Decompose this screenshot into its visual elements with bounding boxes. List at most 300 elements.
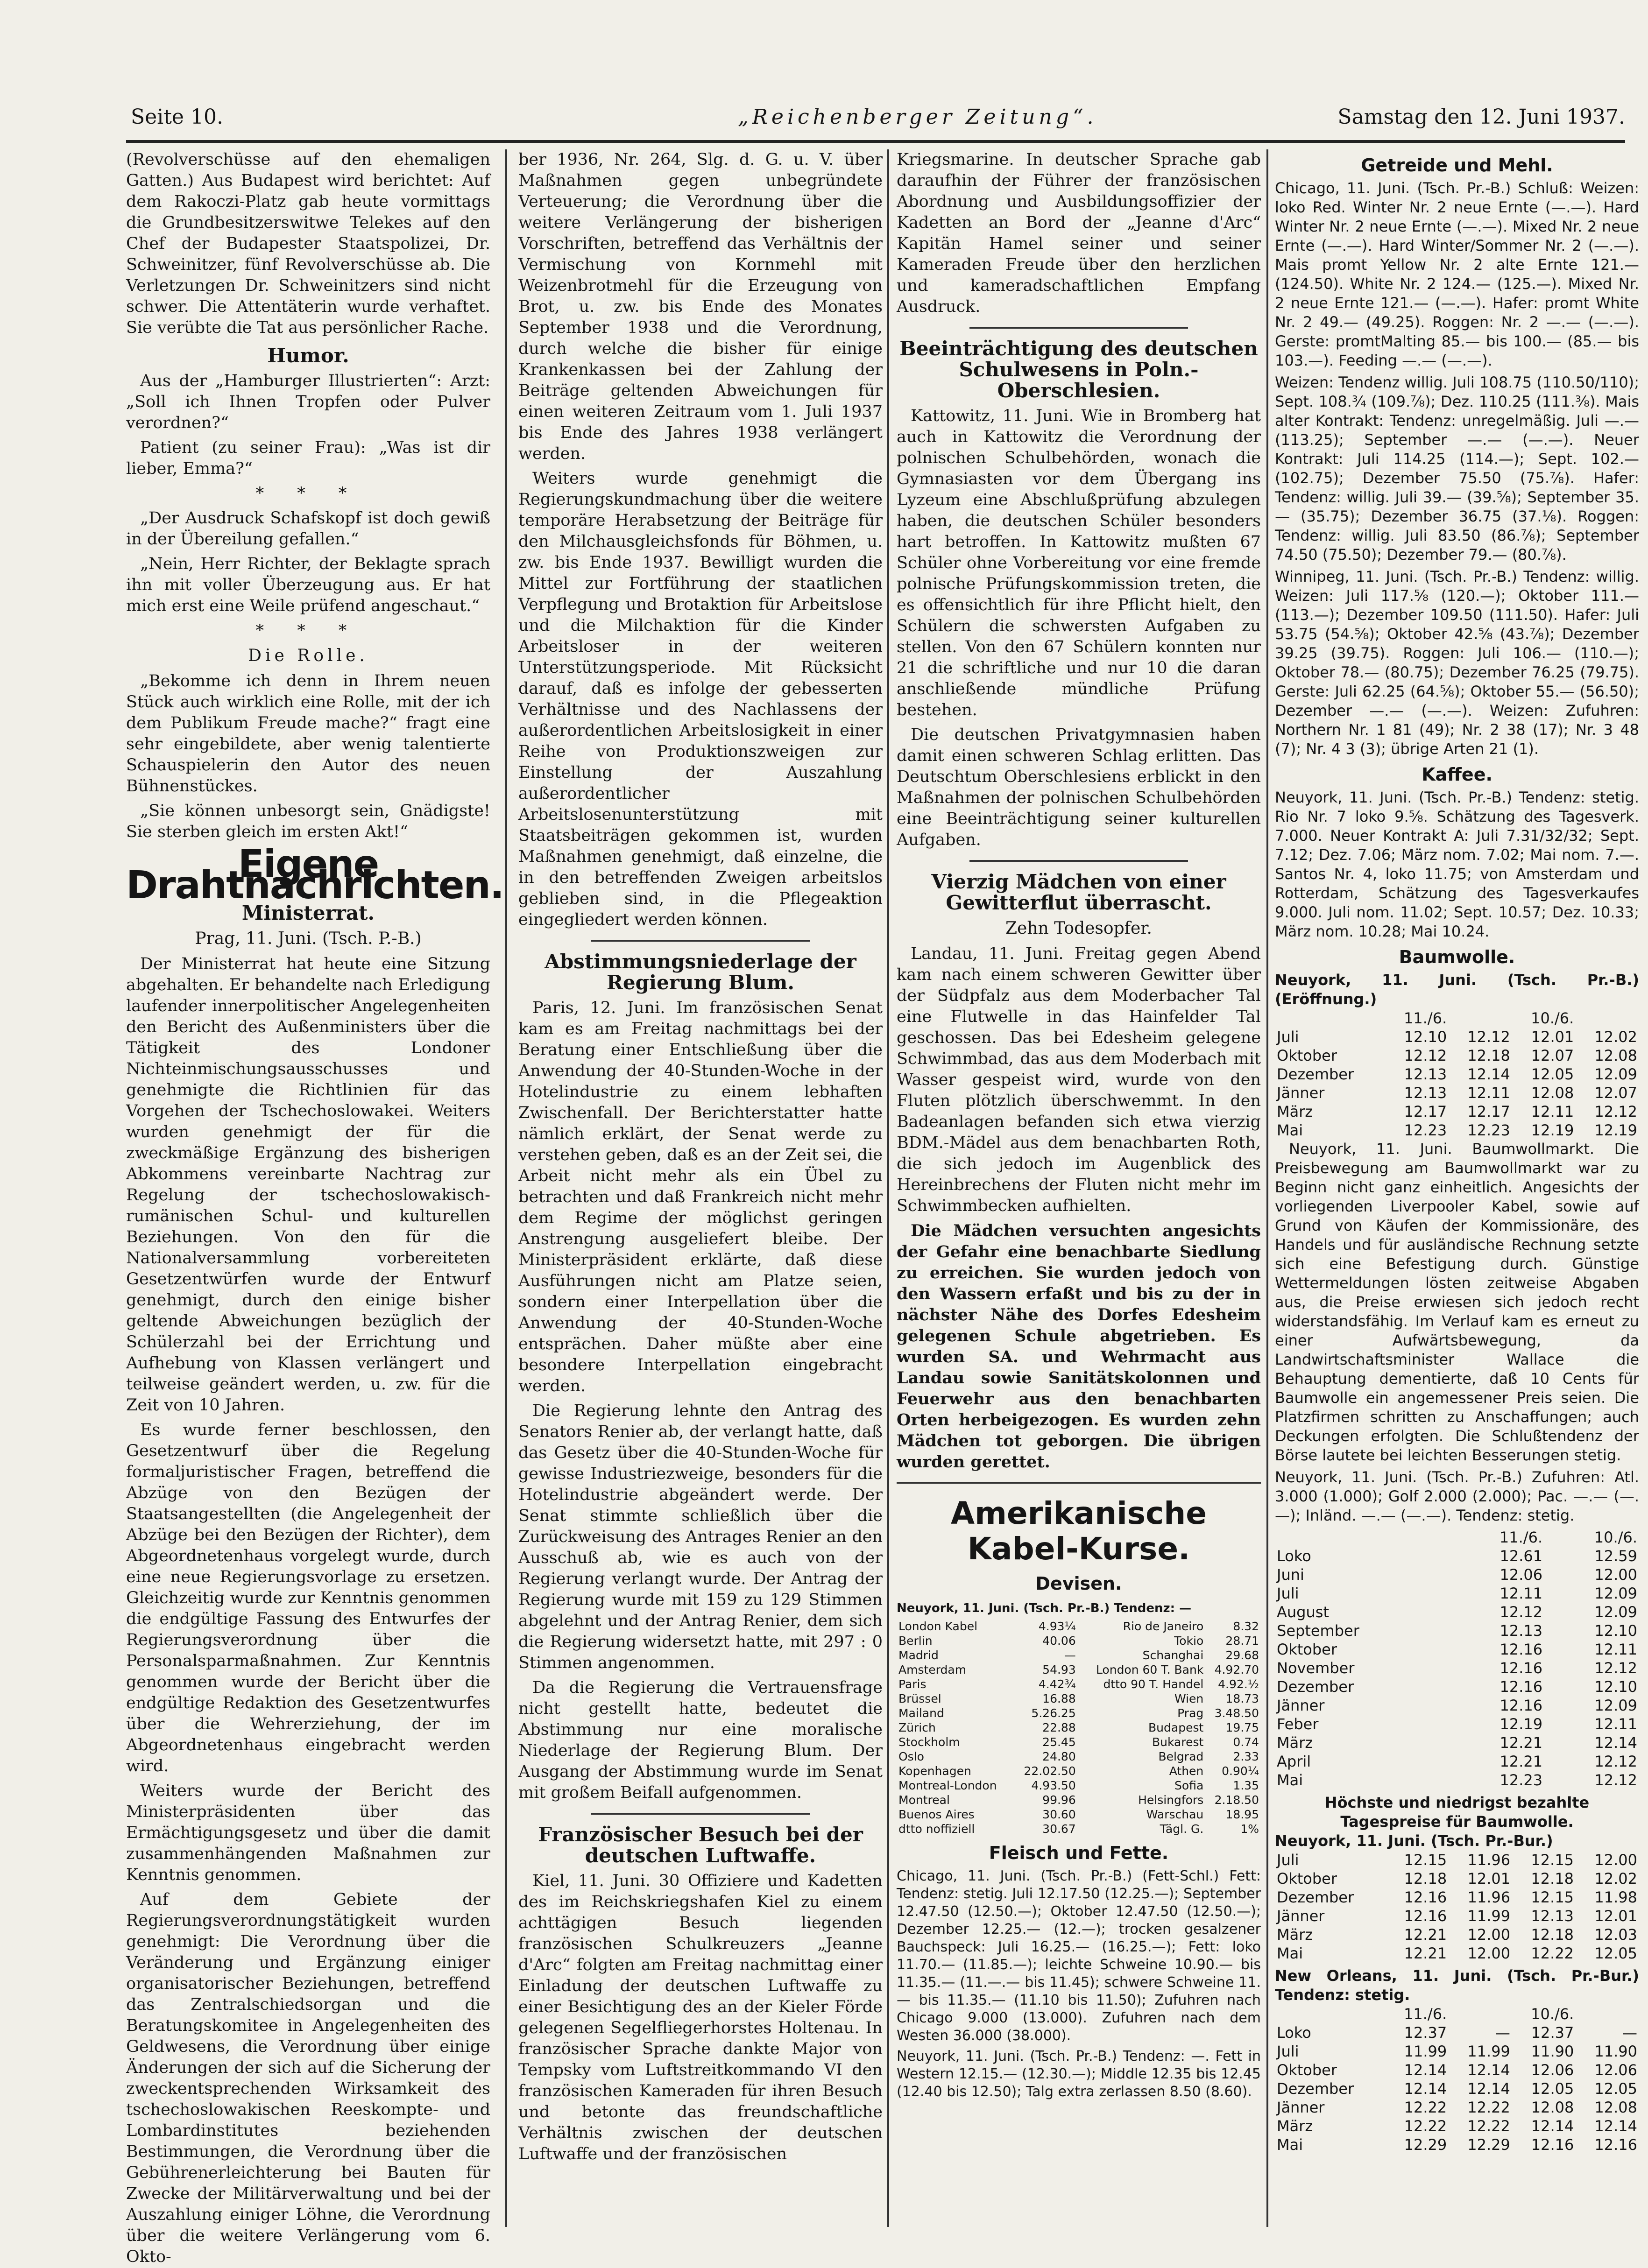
table-cell: Oslo	[898, 1750, 924, 1763]
table-cell: 12.22	[1467, 2117, 1510, 2135]
table-cell: November	[1277, 1659, 1355, 1677]
table-cell: 12.12	[1594, 1659, 1637, 1677]
market-report: Chicago, 11. Juni. (Tsch. Pr.-B.) Schluß: Weizen: loko Red. Winter Nr. 2 neue Ernte (—.—). Hard Winter Nr. 2 neue Ernte (—.—). Mixed Nr. 2 neue Ernte (—.—). Hard Winter/Sommer Nr. 2 (—.—). Mais promt Yellow Nr. 2 alte Ernte 121.— (124.50). White Nr. 2 124.— (125.—). Mixed Nr. 2 neue Ernte 121.— (—.—). Hafer: promt White Nr. 2 49.— (49.25). Roggen: Nr. 2 —.— (—.—). Gerste: promtMalting 85.— bis 100.— (85.— bis 103.—). Feeding —.— (—.—).	[1275, 179, 1639, 369]
table-cell: 12.12	[1594, 1103, 1637, 1120]
table-row	[897, 1735, 1261, 1749]
joke-text: „Nein, Herr Richter, der Beklagte sprach ihn mit voller Überzeugung aus. Er hat mich erst eine Weile prüfend angeschaut.“	[126, 555, 490, 615]
table-header-row	[1275, 2005, 1639, 2023]
table-row	[1275, 2098, 1639, 2117]
column-header: 10./6.	[1594, 1528, 1637, 1546]
article-headline: Französischer Besuch bei der deutschen Luftwaffe.	[538, 1823, 863, 1867]
market-report: Chicago, 11. Juni. (Tsch. Pr.-B.) (Fett-Schl.) Fett: Tendenz: stetig. Juli 12.17.50 (12.25.—); September 12.47.50 (12.50.—); Oktober 12.47.50 (12.50.—); Dezember 12.25.— (12.—); trocken gesalzener Bauchspeck: Juli 16.25.— (16.25.—); Fett: loko 11.70.— (11.85.—); leichte Schweine 10.90.— bis 11.35.— (11.—.— bis 11.45); schwere Schweine 11.— bis 11.35.— (11.10 bis 11.50); Zufuhren nach Chicago 9.000 (13.000). Zufuhren nach dem Westen 36.000 (38.000).	[897, 1868, 1261, 2044]
table-cell: 12.16	[1499, 1697, 1543, 1714]
table-cell: 12.00	[1467, 1944, 1511, 1962]
column-3	[897, 149, 1261, 2227]
table-cell: 12.22	[1404, 2117, 1447, 2135]
separator-stars: * * *	[255, 484, 361, 503]
table-cell: Oktober	[1277, 2061, 1337, 2079]
table-cell: 12.12	[1499, 1603, 1543, 1621]
column-divider	[887, 149, 889, 2227]
table-cell: 12.16	[1499, 1678, 1543, 1696]
table-row	[1275, 1869, 1639, 1888]
column-header	[1576, 1009, 1639, 1028]
table-cell: Budapest	[1148, 1721, 1204, 1734]
table-row	[897, 1822, 1261, 1836]
market-report: Winnipeg, 11. Juni. (Tsch. Pr.-B.) Tendenz: willig. Weizen: Juli 117.⅝ (120.—); Oktober 111.— (113.—); Dezember 109.50 (111.50). Hafer: Juli 53.75 (54.⅝); Oktober 42.⅝ (43.⅞); Dezember 39.25 (39.75). Roggen: Juli 106.— (110.—); Oktober 78.— (80.75); Dezember 76.25 (79.75). Gerste: Juli 62.25 (64.⅝); Oktober 55.— (56.50); Dezember —.— (—.—). Weizen: Zufuhren: Northern Nr. 1 81 (49); Nr. 2 38 (17); Nr. 3 48 (7); Nr. 4 3 (3); übrige Arten 21 (1).	[1275, 568, 1639, 758]
table-row	[1275, 1621, 1639, 1640]
table-row	[1275, 1696, 1639, 1715]
table-row	[1275, 1771, 1639, 1789]
table-cell: 12.01	[1594, 1907, 1637, 1925]
table-row	[1275, 2061, 1639, 2079]
table-cell: April	[1277, 1753, 1311, 1770]
table-cell: 29.68	[1225, 1648, 1259, 1662]
table-cell: 30.67	[1042, 1822, 1076, 1836]
table-cell: Amsterdam	[898, 1663, 967, 1676]
table-row	[1275, 1065, 1639, 1084]
table-row	[1275, 1752, 1639, 1771]
table-row	[897, 1720, 1261, 1735]
article-headline: Beeinträchtigung des deutschen Schulwesens in Poln.-Oberschlesien.	[899, 337, 1258, 402]
table-cell: 12.11	[1594, 1715, 1637, 1733]
article-text: Kiel, 11. Juni. 30 Offiziere und Kadetten des im Reichskriegshafen Kiel zu einem achttägigen Besuch liegenden französischen Schulkreuzers „Jeanne d'Arc“ folgten am Freitag nachmittag einer Einladung der deutschen Luftwaffe zu einer Besichtigung des an der Kieler Förde gelegenen Segelfliegerhorstes Holtenau. In französischer Sprache dankte Major von Tempsky vom Luftstreitkommando VI den französischen Kameraden für ihren Besuch und betonte das freundschaftliche Verhältnis zwischen der deutschen Luftwaffe und der französischen	[518, 1872, 883, 2163]
column-header	[1275, 2005, 1385, 2023]
table-row	[1275, 1121, 1639, 1140]
table-cell: 30.60	[1042, 1808, 1076, 1821]
table-header-row	[1275, 1528, 1639, 1547]
table-cell: Dezember	[1277, 2080, 1354, 2098]
devisen-table	[897, 1619, 1261, 1836]
dateline: Prag, 11. Juni. (Tsch. P.-B.)	[195, 929, 422, 948]
table-cell: 12.15	[1531, 1888, 1574, 1906]
table-cell: Mailand	[898, 1706, 944, 1720]
table-cell: Montreal-London	[898, 1779, 997, 1792]
table-cell: Loko	[1277, 1547, 1311, 1565]
table-cell: 12.11	[1594, 1641, 1637, 1658]
table-cell: 12.09	[1594, 1603, 1637, 1621]
table-cell: 2.33	[1233, 1750, 1259, 1763]
table-cell: 12.16	[1404, 1907, 1447, 1925]
table-cell: 5.26.25	[1031, 1706, 1076, 1720]
table-cell: Berlin	[898, 1634, 933, 1648]
table-cell: 12.03	[1594, 1926, 1637, 1944]
table-cell: 12.29	[1404, 2136, 1447, 2154]
divider	[591, 940, 810, 942]
table-cell: 12.16	[1531, 2136, 1574, 2154]
table-cell: 12.06	[1499, 1566, 1543, 1584]
table-cell: 12.12	[1467, 1028, 1510, 1046]
table-row	[1275, 1584, 1639, 1603]
table-cell: 12.00	[1594, 1851, 1637, 1869]
column-header: 11./6.	[1404, 1009, 1447, 1027]
table-cell: 12.14	[1594, 2117, 1637, 2135]
article-text: Die deutschen Privatgymnasien haben damit einen schweren Schlag erlitten. Das Deutschtum Oberschlesiens erblickt in den Maßnahmen der polnischen Schulbehörden eine Beeinträchtigung seiner kulturellen Aufgaben.	[897, 725, 1261, 849]
table-cell: Jänner	[1277, 2099, 1325, 2116]
table-cell: dtto 90 T. Handel	[1103, 1677, 1204, 1691]
column-1	[126, 149, 503, 2266]
table-cell: 12.18	[1531, 1926, 1574, 1944]
section-title-baumwolle: Baumwolle.	[1399, 947, 1515, 967]
table-row	[1275, 2135, 1639, 2154]
article-headline: Vierzig Mädchen von einer Gewitterflut überrascht.	[931, 870, 1226, 914]
table-cell: Buenos Aires	[898, 1808, 975, 1821]
subheadline: Zehn Todesopfer.	[1005, 919, 1152, 938]
table-row	[1275, 1102, 1639, 1121]
table-cell: Oktober	[1277, 1641, 1337, 1658]
page-number: Seite 10.	[131, 105, 223, 129]
table-cell: 12.01	[1531, 1028, 1574, 1046]
table-cell: 1.35	[1233, 1779, 1259, 1792]
table-cell: 12.12	[1594, 1771, 1637, 1789]
table-cell: 99.96	[1042, 1793, 1076, 1807]
table-caption: Neuyork, 11. Juni. (Tsch. Pr.-Bur.)	[1275, 1832, 1553, 1850]
divider	[969, 860, 1188, 862]
table-cell: 12.09	[1594, 1585, 1637, 1602]
table-cell: 4.92.½	[1218, 1677, 1259, 1691]
table-cell: 12.14	[1467, 2061, 1510, 2079]
table-cell: 12.17	[1467, 1103, 1510, 1120]
table-row	[1275, 1659, 1639, 1677]
table-cell: 12.02	[1594, 1870, 1637, 1888]
table-cell: 12.19	[1499, 1715, 1543, 1733]
column-header: 10./6.	[1531, 2005, 1574, 2023]
table-cell: Jänner	[1277, 1907, 1325, 1925]
column-header: 11./6.	[1404, 2005, 1447, 2023]
table-cell: Tokio	[1174, 1634, 1204, 1648]
new-orleans-table	[1275, 2005, 1639, 2154]
table-cell: 12.61	[1499, 1547, 1543, 1565]
table-cell: 12.08	[1531, 1084, 1574, 1102]
article-text: Auf dem Gebiete der Regierungsverordnungstätigkeit wurden genehmigt: Die Verordnung über die Veränderung und Ergänzung einiger organisatorischer Beziehungen, betreffend das Zentralschiedsorgan und die Beratungskomitee in Angelegenheiten des Geldwesens, die Verordnung über einige Änderungen der sich auf die Sicherung der zweckentsprechenden Wirksamkeit des tschechoslowakischen Reeskompte- und Lombardinstitutes beziehenden Bestimmungen, die Verordnung über die Gebührenerleichterung bei Bauten für Zwecke der Militärverwaltung und bei der Auszahlung einiger Löhne, die Verordnung über die weitere Verlängerung vom 6. Okto-	[126, 1890, 490, 2266]
header-rule	[126, 140, 1625, 143]
article-text: Landau, 11. Juni. Freitag gegen Abend kam nach einem schweren Gewitter über der Südpfalz aus dem Moderbacher Tal eine Flutwelle in das Hainfelder Tal geschossen. Das bei Edesheim gelegene Schwimmbad, das aus dem Moderbach mit Wasser gespeist wird, wurde von den Fluten plötzlich überschwemmt. In den Badeanlagen befanden sich etwa vierzig BDM.-Mädel aus dem benachbarten Roth, die sich jedoch im Augenblick des Hereinbrechens der Fluten nicht mehr im Schwimmbecken aufhielten.	[897, 944, 1261, 1215]
table-cell: 12.13	[1531, 1907, 1574, 1925]
table-cell: Loko	[1277, 2024, 1311, 2042]
table-cell: 0.74	[1233, 1735, 1259, 1749]
table-cell: 11.96	[1467, 1851, 1511, 1869]
table-cell: —	[1064, 1648, 1076, 1662]
table-row	[1275, 2079, 1639, 2098]
table-cell: 12.16	[1594, 2136, 1637, 2154]
table-cell: Helsingfors	[1138, 1793, 1204, 1807]
table-cell: 18.95	[1225, 1808, 1259, 1821]
market-report: Neuyork, 11. Juni. (Tsch. Pr.-B.) Tendenz: stetig. Rio Nr. 7 loko 9.⅝. Schätzung des Tagesverk. 7.000. Neuer Kontrakt A: Juli 7.31/32/32; Sept. 7.12; Dez. 7.06; März nom. 7.02; Mai nom. 7.—. Santos Nr. 4, loko 11.75; von Amsterdam und Rotterdam, Schätzung des Tagesverkaufes 9.000. Juli nom. 11.02; Sept. 10.57; Dez. 10.33; März nom. 10.28; Mai 10.24.	[1275, 789, 1639, 940]
article-text: Kattowitz, 11. Juni. Wie in Bromberg hat auch in Kattowitz die Verordnung der polnischen Schulbehörden, wonach die Gymnasiasten vor dem Übergang ins Lyzeum eine Abschlußprüfung abzulegen haben, die deutschen Schüler besonders hart betroffen. In Kattowitz mußten 67 Schüler ohne Vorbereitung vor eine fremde polnische Prüfungskommission treten, die es offensichtlich für ihre Pflicht hielt, den Schülern die schwersten Aufgaben zu stellen. Von den 67 Schülern konnten nur 21 die schriftliche und nur 10 die daran anschließende mündliche Prüfung bestehen.	[897, 407, 1261, 719]
table-cell: 12.14	[1404, 2080, 1447, 2098]
table-cell: Jänner	[1277, 1697, 1325, 1714]
section-title-fleisch: Fleisch und Fette.	[989, 1843, 1169, 1863]
table-cell: 12.07	[1594, 1084, 1637, 1102]
table-cell: 18.73	[1225, 1692, 1259, 1705]
table-row	[1275, 1603, 1639, 1621]
table-cell: 12.18	[1531, 1870, 1574, 1888]
table-row	[1275, 1028, 1639, 1046]
article-text: Die Mädchen versuchten angesichts der Gefahr eine benachbarte Siedlung zu erreichen. Sie wurden jedoch von den Wassern erfaßt und bis zu der in nächster Nähe des Dorfes Edesheim gelegenen Schule abgetrieben. Es wurden SA. und Wehrmacht aus Landau sowie Sanitätskolonnen und Feuerwehr aus den benachbarten Orten herbeigezogen. Es wurden zehn Mädchen tot geborgen. Die übrigen wurden gerettet.	[897, 1221, 1261, 1472]
table-cell: —	[1495, 2024, 1510, 2042]
table-cell: 12.59	[1594, 1547, 1637, 1565]
table-row	[1275, 2023, 1639, 2042]
table-cell: 12.14	[1467, 1065, 1510, 1083]
table-cell: 12.11	[1531, 1103, 1574, 1120]
table-cell: 11.96	[1467, 1888, 1511, 1906]
masthead: „Reichenberger Zeitung“.	[738, 105, 1097, 129]
table-cell: 24.80	[1042, 1750, 1076, 1763]
issue-date: Samstag den 12. Juni 1937.	[1337, 105, 1625, 129]
table-row	[1275, 1046, 1639, 1065]
table-cell: —	[1622, 2024, 1637, 2042]
table-cell: 12.21	[1499, 1753, 1543, 1770]
table-cell: Kopenhagen	[898, 1764, 971, 1778]
divider	[969, 327, 1188, 329]
table-row	[1275, 1944, 1639, 1963]
table-cell: 12.05	[1594, 2080, 1637, 2098]
table-cell: 11.90	[1594, 2043, 1637, 2060]
column-divider	[505, 149, 507, 2227]
joke-text: „Sie können unbesorgt sein, Gnädigste! Sie sterben gleich im ersten Akt!“	[126, 802, 490, 841]
joke-text: „Bekomme ich denn in Ihrem neuen Stück auch wirklich eine Rolle, mit der ich dem Publikum Freude mache?“ fragt eine sehr eingebildete, aber wenig talentierte Schauspielerin den Autor des neuen Bühnenstückes.	[126, 672, 490, 796]
table-caption: Höchste und niedrigst bezahlte Tagespreise für Baumwolle.	[1324, 1794, 1590, 1831]
table-cell: 3.48.50	[1214, 1706, 1259, 1720]
table-cell: 12.16	[1499, 1641, 1543, 1658]
table-cell: 25.45	[1042, 1735, 1076, 1749]
table-row	[897, 1793, 1261, 1807]
table-cell: Feber	[1277, 1715, 1319, 1733]
article-text: Paris, 12. Juni. Im französischen Senat kam es am Freitag nachmittags bei der Beratung einer Entschließung über die Anwendung der 40-Stunden-Woche in der Hotelindustrie zu einem lebhaften Zwischenfall. Der Berichterstatter hatte nämlich erklärt, der Senat werde zu verstehen geben, daß es an der Zeit sei, die Arbeit nicht mehr als ein Übel zu betrachten und daß Frankreich nicht mehr dem Regime der möglichst geringen Anstrengung ausgeliefert bleibe. Der Ministerpräsident erklärte, daß diese Ausführungen nicht am Platze seien, sondern einer Interpellation über die Anwendung der 40-Stunden-Woche entsprächen. Daher müßte aber eine besondere Interpellation eingebracht werden.	[518, 999, 883, 1395]
table-cell: London Kabel	[898, 1620, 978, 1633]
table-cell: März	[1277, 1103, 1313, 1120]
table-cell: 12.13	[1499, 1622, 1543, 1640]
table-cell: 1%	[1240, 1822, 1259, 1836]
table-cell: 12.10	[1594, 1622, 1637, 1640]
column-header	[1275, 1528, 1450, 1547]
table-cell: 11.99	[1467, 1907, 1511, 1925]
joke-text: Patient (zu seiner Frau): „Was ist dir lieber, Emma?“	[126, 438, 490, 478]
table-cell: 12.05	[1531, 1065, 1574, 1083]
table-cell: 12.37	[1404, 2024, 1447, 2042]
table-cell: Wien	[1174, 1692, 1204, 1705]
table-cell: Belgrad	[1158, 1750, 1204, 1763]
table-cell: 2.18.50	[1214, 1793, 1259, 1807]
table-row	[1275, 1565, 1639, 1584]
table-cell: Warschau	[1146, 1808, 1204, 1821]
table-cell: 12.08	[1594, 1047, 1637, 1064]
column-header	[1576, 2005, 1639, 2023]
table-cell: 12.00	[1467, 1926, 1511, 1944]
table-cell: Juli	[1277, 2043, 1299, 2060]
joke-title: Die Rolle.	[248, 646, 368, 665]
table-row	[1275, 1851, 1639, 1869]
table-cell: 12.15	[1404, 1851, 1447, 1869]
table-cell: 12.01	[1467, 1870, 1511, 1888]
section-title-humor: Humor.	[267, 344, 349, 367]
table-cell: 12.06	[1531, 2061, 1574, 2079]
table-row	[1275, 1888, 1639, 1907]
table-cell: 12.37	[1531, 2024, 1574, 2042]
table-cell: dtto noffiziell	[898, 1822, 975, 1836]
table-cell: 12.08	[1594, 2099, 1637, 2116]
table-cell: 4.93¼	[1038, 1620, 1076, 1633]
table-cell: 12.12	[1404, 1047, 1447, 1064]
table-row	[1275, 1084, 1639, 1102]
baumwolle-hoechst-table	[1275, 1851, 1639, 1963]
table-row	[1275, 1715, 1639, 1733]
table-cell: 12.13	[1404, 1084, 1447, 1102]
table-cell: Mai	[1277, 1944, 1303, 1962]
table-row	[897, 1691, 1261, 1706]
table-cell: 12.14	[1531, 2117, 1574, 2135]
table-caption: Neuyork, 11. Juni. (Tsch. Pr.-B.) (Eröffnung.)	[1275, 971, 1639, 1008]
table-row	[897, 1677, 1261, 1691]
table-row	[897, 1778, 1261, 1793]
table-cell: 12.06	[1594, 2061, 1637, 2079]
table-cell: 12.22	[1404, 2099, 1447, 2116]
table-cell: Brüssel	[898, 1692, 941, 1705]
table-cell: Schanghai	[1142, 1648, 1204, 1662]
table-cell: 12.14	[1594, 1734, 1637, 1752]
article-text: (Revolverschüsse auf den ehemaligen Gatten.) Aus Budapest wird berichtet: Auf dem Rakoczi-Platz gab heute vormittags die Grundbesitzerswitwe Telekes auf den Chef der Budapester Staatspolizei, Dr. Schweinitzer, fünf Revolverschüsse ab. Die Verletzungen Dr. Schweinitzers sind nicht schwer. Die Attentäterin wurde verhaftet. Sie verübte die Tat aus persönlicher Rache.	[126, 150, 490, 337]
table-cell: 54.93	[1042, 1663, 1076, 1676]
column-header	[1449, 2005, 1512, 2023]
market-report: Neuyork, 11. Juni. (Tsch. Pr.-B.) Tendenz: —. Fett in Western 12.15.— (12.30.—); Middle 12.35 bis 12.45 (12.40 bis 12.50); Talg extra zerlassen 8.50 (8.60).	[897, 2048, 1261, 2100]
devisen-header: Neuyork, 11. Juni. (Tsch. Pr.-B.) Tendenz: —	[897, 1601, 1192, 1615]
table-cell: 12.12	[1594, 1753, 1637, 1770]
table-cell: 4.93.50	[1031, 1779, 1076, 1792]
table-cell: 12.21	[1499, 1734, 1543, 1752]
table-cell: März	[1277, 2117, 1313, 2135]
table-cell: 28.71	[1225, 1634, 1259, 1648]
table-cell: Paris	[898, 1677, 927, 1691]
section-title-devisen: Devisen.	[1035, 1573, 1122, 1594]
table-cell: 12.16	[1499, 1659, 1543, 1677]
table-row	[897, 1662, 1261, 1677]
table-cell: 12.23	[1467, 1121, 1510, 1139]
table-cell: 12.10	[1594, 1678, 1637, 1696]
table-cell: September	[1277, 1622, 1359, 1640]
table-cell: 12.18	[1404, 1870, 1447, 1888]
article-headline: Ministerrat.	[241, 902, 375, 924]
table-cell: 12.10	[1404, 1028, 1447, 1046]
table-cell: 11.98	[1594, 1888, 1637, 1906]
column-header	[1449, 1009, 1512, 1028]
table-cell: 11.99	[1404, 2043, 1447, 2060]
article-text: Da die Regierung die Vertrauensfrage nicht gestellt hatte, bedeutet die Abstimmung nur eine moralische Niederlage der Regierung Blum. Der Ausgang der Abstimmung wurde im Senat mit großem Beifall aufgenommen.	[518, 1678, 883, 1802]
table-cell: Mai	[1277, 1121, 1303, 1139]
divider	[591, 1813, 810, 1815]
article-text: Es wurde ferner beschlossen, den Gesetzentwurf über die Regelung formaljuristischer Fragen, betreffend die Abzüge von den Bezügen der Staatsangestellten (die Angelegenheit der Abzüge bei den Bezügen der Richter), dem Abgeordnetenhaus vorgelegt wurde, durch eine neue Regierungsvorlage zu ersetzen. Gleichzeitig wurde zur Kenntnis genommen die endgültige Fassung des Entwurfes der Regierungsverordnung über die Personalsparmaßnahmen. Zur Kenntnis genommen wurde der Bericht über die endgültige Redaktion des Gesetzentwurfes über die Wehrerziehung, der im Abgeordnetenhaus eingebracht werden wird.	[126, 1421, 490, 1775]
table-cell: 12.29	[1467, 2136, 1510, 2154]
table-cell: 19.75	[1225, 1721, 1259, 1734]
table-cell: Dezember	[1277, 1678, 1354, 1696]
market-report: Neuyork, 11. Juni. (Tsch. Pr.-B.) Zufuhren: Atl. 3.000 (1.000); Golf 2.000 (2.000); Pac. —.— (—.—); Inländ. —.— (—.—). Tendenz: stetig.	[1275, 1468, 1639, 1524]
table-cell: Tägl. G.	[1160, 1822, 1204, 1836]
table-cell: 22.88	[1042, 1721, 1076, 1734]
table-cell: 12.18	[1467, 1047, 1510, 1064]
divider	[897, 1482, 1261, 1484]
table-cell: 0.90¼	[1222, 1764, 1259, 1778]
table-cell: Dezember	[1277, 1065, 1354, 1083]
table-cell: Mai	[1277, 2136, 1303, 2154]
table-cell: Oktober	[1277, 1870, 1337, 1888]
table-cell: 12.14	[1467, 2080, 1510, 2098]
table-row	[897, 1807, 1261, 1822]
table-cell: 12.23	[1499, 1771, 1543, 1789]
table-cell: 12.08	[1531, 2099, 1574, 2116]
table-cell: 11.99	[1467, 2043, 1510, 2060]
table-row	[1275, 2117, 1639, 2135]
table-cell: 12.17	[1404, 1103, 1447, 1120]
table-cell: Juli	[1277, 1028, 1299, 1046]
table-row	[897, 1764, 1261, 1778]
table-cell: Jänner	[1277, 1084, 1325, 1102]
column-2	[518, 149, 883, 2227]
table-cell: Madrid	[898, 1648, 939, 1662]
table-cell: 12.02	[1594, 1028, 1637, 1046]
table-cell: 12.22	[1531, 1944, 1574, 1962]
table-cell: 12.22	[1467, 2099, 1510, 2116]
table-row	[897, 1619, 1261, 1634]
table-cell: Rio de Janeiro	[1123, 1620, 1204, 1633]
table-cell: 12.05	[1531, 2080, 1574, 2098]
table-cell: 12.00	[1594, 1566, 1637, 1584]
table-cell: 12.21	[1404, 1944, 1447, 1962]
table-row	[897, 1749, 1261, 1764]
column-header: 11./6.	[1499, 1528, 1543, 1546]
article-headline: Abstimmungsniederlage der Regierung Blum.	[545, 950, 856, 994]
table-row	[1275, 1640, 1639, 1659]
table-cell: 4.92.70	[1214, 1663, 1259, 1676]
market-report: Weizen: Tendenz willig. Juli 108.75 (110.50/110); Sept. 108.¾ (109.⅞); Dez. 110.25 (111.⅜). Mais alter Kontrakt: Tendenz: unregelmäßig. Juli —.— (113.25); September —.— (—.—). Neuer Kontrakt: Juli 114.25 (114.—); Sept. 102.— (102.75); Dezember 75.50 (75.⅞). Hafer: Tendenz: willig. Juli 39.— (39.⅝); September 35.— (35.75); Dezember 36.75 (37.⅛). Roggen: Tendenz: willig. Juli 83.50 (86.⅞); September 74.50 (75.50); Dezember 79.— (80.⅞).	[1275, 373, 1639, 563]
baumwolle-eroeffnung-table	[1275, 1009, 1639, 1140]
table-cell: 40.06	[1042, 1634, 1076, 1648]
table-cell: Prag	[1177, 1706, 1204, 1720]
table-row	[1275, 1547, 1639, 1565]
table-cell: Juli	[1277, 1851, 1299, 1869]
table-cell: 12.19	[1531, 1121, 1574, 1139]
baumwolle-schluss-table	[1275, 1528, 1639, 1789]
table-cell: 12.09	[1594, 1697, 1637, 1714]
article-text: ber 1936, Nr. 264, Slg. d. G. u. V. über Maßnahmen gegen unbegründete Verteuerung; die Verordnung über die weitere Verlängerung der bisherigen Vorschriften, betreffend das Verhältnis der Vermischung von Kornmehl mit Weizenbrotmehl für die Erzeugung von Brot, u. zw. bis Ende des Monates September 1938 und die Verordnung, durch welche die bisher für einige Krankenkassen bei der Zahlung der Beiträge geltenden Abweichungen für einen weiteren Zeitraum vom 1. Juli 1937 bis Ende des Jahres 1938 verlängert werden.	[518, 150, 883, 463]
table-cell: Juni	[1277, 1566, 1304, 1584]
table-cell: 11.90	[1531, 2043, 1574, 2060]
page-header	[131, 105, 1625, 142]
column-header	[1275, 1009, 1385, 1028]
table-row	[1275, 2042, 1639, 2061]
table-cell: Mai	[1277, 1771, 1303, 1789]
section-title-kabelkurse: Amerikanische Kabel-Kurse.	[951, 1495, 1207, 1567]
separator-stars: * * *	[255, 621, 361, 640]
table-cell: März	[1277, 1926, 1313, 1944]
table-row	[1275, 1925, 1639, 1944]
column-divider	[1266, 149, 1268, 2227]
article-text: Weiters wurde der Bericht des Ministerpräsidenten über das Ermächtigungsgesetz und über die damit zusammenhängenden Maßnahmen zur Kenntnis genommen.	[126, 1782, 490, 1884]
table-cell: August	[1277, 1603, 1329, 1621]
table-cell: Athen	[1169, 1764, 1204, 1778]
article-text: Weiters wurde genehmigt die Regierungskundmachung über die weitere temporäre Herabsetzung der Beiträge für den Milchausgleichsfonds für Böhmen, u. zw. bis Ende 1937. Bewilligt wurden die Mittel zur Fortführung der staatlichen Verpflegung und Brotaktion für Arbeitslose und die Milchaktion für die Kinder Arbeitsloser in der weiteren Unterstützungsperiode. Mit Rücksicht darauf, daß es infolge der gebesserten Verhältnisse und des Nachlassens der außerordentlichen Arbeitslosigkeit in einer Reihe von Produktionszweigen zur Einstellung der Auszahlung außerordentlicher Arbeitslosenunterstützung mit Staatsbeiträgen gekommen ist, wurden Maßnahmen genehmigt, daß einzelne, die in den betreffenden Zweigen arbeitslos geblieben sind, in die Pflegeaktion eingegliedert werden können.	[518, 469, 883, 929]
market-report: Neuyork, 11. Juni. Baumwollmarkt. Die Preisbewegung am Baumwollmarkt war zu Beginn nicht ganz einheitlich. Angesichts der vorliegenden Liverpooler Kabel, sowie auf Grund von Käufen der Kommissionäre, des Handels und für ausländische Rechnung setzte sich eine Befestigung durch. Günstige Wettermeldungen lösten zeitweise Abgaben aus, die Preise erwiesen sich jedoch recht widerstandsfähig. Im Verlauf kam es erneut zu einer Aufwärtsbewegung, da Landwirtschaftsminister Wallace die Behauptung dementierte, daß 10 Cents für Baumwolle ein angemessener Preis seien. Die Platzfirmen schritten zu Anschaffungen; auch Deckungen erfolgten. Die Schlußtendenz der Börse lautete bei leichten Besserungen stetig.	[1275, 1140, 1639, 1464]
table-cell: Dezember	[1277, 1888, 1354, 1906]
table-cell: Stockholm	[898, 1735, 960, 1749]
table-cell: 12.07	[1531, 1047, 1574, 1064]
table-row	[1275, 1733, 1639, 1752]
table-cell: 22.02.50	[1024, 1764, 1076, 1778]
table-cell: 12.23	[1404, 1121, 1447, 1139]
table-cell: 16.88	[1042, 1692, 1076, 1705]
table-cell: Sofia	[1174, 1779, 1204, 1792]
table-header-row	[1275, 1009, 1639, 1028]
section-title-drahtnachrichten: Eigene Drahtnachrichten.	[126, 842, 503, 908]
table-row	[1275, 1907, 1639, 1925]
table-cell: 12.11	[1499, 1585, 1543, 1602]
